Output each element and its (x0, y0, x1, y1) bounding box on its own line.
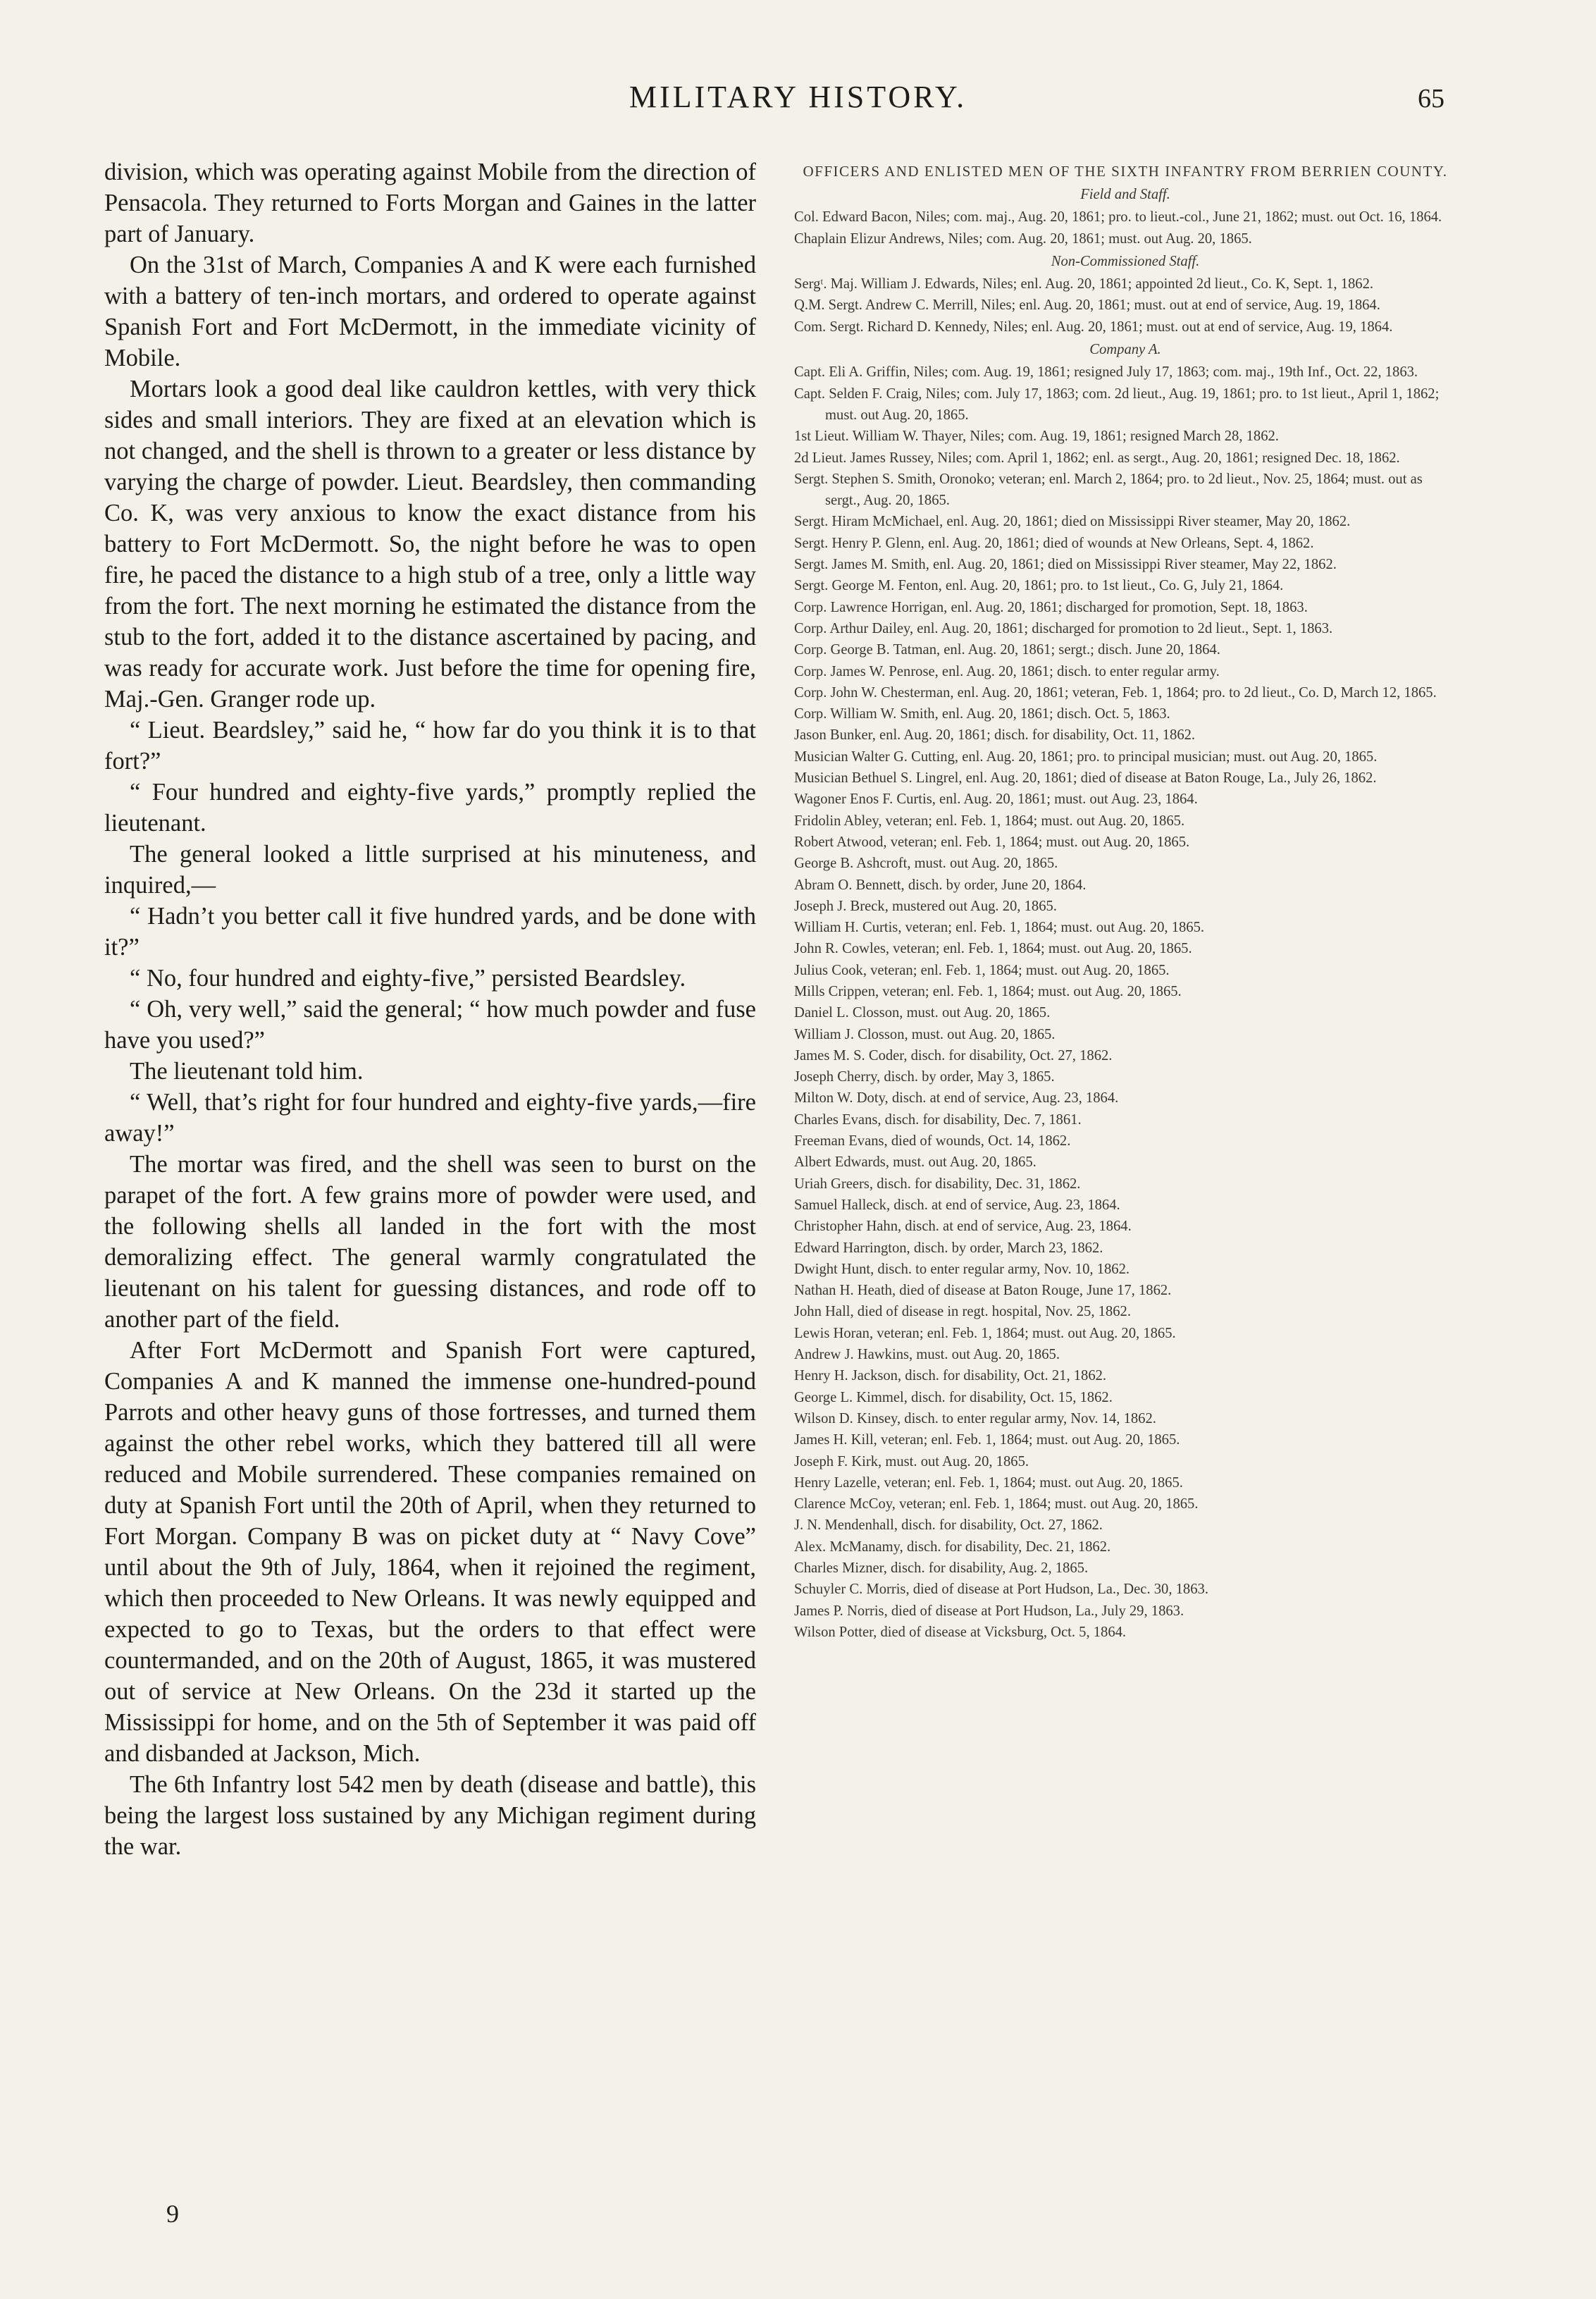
roster-entry: Corp. Arthur Dailey, enl. Aug. 20, 1861; discharged for promotion to 2d lieut., Sept. 1, 1863. (794, 620, 1333, 636)
paragraph: division, which was operating against Mobile from the direction of Pensacola. They returned to Forts Morgan and Gaines in the latter part of January. (104, 159, 756, 247)
roster-entry: William J. Closson, must. out Aug. 20, 1865. (794, 1026, 1056, 1042)
roster-entry: Alex. McManamy, disch. for disability, Dec. 21, 1862. (794, 1539, 1111, 1555)
paragraph: The 6th Infantry lost 542 men by death (disease and battle), this being the largest loss sustained by any Michigan regiment during the war. (104, 1771, 756, 1860)
paragraph: “ Well, that’s right for four hundred and eighty-five yards,—fire away!” (104, 1089, 756, 1147)
roster-entry: Musician Walter G. Cutting, enl. Aug. 20, 1861; pro. to principal musician; must. out Aug. 20, 1865. (794, 748, 1378, 765)
paragraph: “ Lieut. Beardsley,” said he, “ how far do you think it is to that fort?” (104, 717, 756, 775)
roster-entry: Corp. George B. Tatman, enl. Aug. 20, 1861; sergt.; disch. June 20, 1864. (794, 642, 1220, 658)
roster-entry: John Hall, died of disease in regt. hospital, Nov. 25, 1862. (794, 1304, 1131, 1320)
roster-entry: James H. Kill, veteran; enl. Feb. 1, 1864; must. out Aug. 20, 1865. (794, 1432, 1180, 1448)
paragraph: On the 31st of March, Companies A and K were each furnished with a battery of ten-inch mortars, and ordered to operate against Spanish Fort and Fort McDermott, in the immediate vicinity of Mobile. (104, 252, 756, 371)
roster-entry: J. N. Mendenhall, disch. for disability, Oct. 27, 1862. (794, 1517, 1103, 1534)
roster-entry: 1st Lieut. William W. Thayer, Niles; com. Aug. 19, 1861; resigned March 28, 1862. (794, 429, 1279, 445)
roster-column (794, 162, 1456, 1643)
roster-entry: 2d Lieut. James Russey, Niles; com. April 1, 1862; enl. as sergt., Aug. 20, 1861; resigned Dec. 18, 1862. (794, 450, 1400, 466)
roster-entry: Freeman Evans, died of wounds, Oct. 14, 1862. (794, 1133, 1071, 1150)
section-heading: Company A. (1089, 342, 1161, 358)
roster-entry: Henry Lazelle, veteran; enl. Feb. 1, 1864; must. out Aug. 20, 1865. (794, 1474, 1183, 1491)
roster-entry: Capt. Eli A. Griffin, Niles; com. Aug. 19, 1861; resigned July 17, 1863; com. maj., 19th Inf., Oct. 22, 1863. (794, 364, 1418, 381)
roster-entry: Charles Mizner, disch. for disability, Aug. 2, 1865. (794, 1560, 1089, 1576)
running-title: MILITARY HISTORY. (629, 80, 967, 114)
roster-entry: Col. Edward Bacon, Niles; com. maj., Aug. 20, 1861; pro. to lieut.-col., June 21, 1862; must. out Oct. 16, 1864. (794, 209, 1442, 226)
roster-entry: George B. Ashcroft, must. out Aug. 20, 1865. (794, 856, 1058, 872)
roster-entry: Charles Evans, disch. for disability, Dec. 7, 1861. (794, 1111, 1082, 1128)
paragraph: After Fort McDermott and Spanish Fort were captured, Companies A and K manned the immense one-hundred-pound Parrots and other heavy guns of those fortresses, and turned them against the other rebel works, which they battered till all were reduced and Mobile surrendered. These companies remained on duty at Spanish Fort until the 20th of April, when they returned to Fort Morgan. Company B was on picket duty at “ Navy Cove” until about the 9th of July, 1864, when it rejoined the regiment, which then proceeded to New Orleans. It was newly equipped and expected to go to Texas, but the orders to that effect were countermanded, and on the 20th of August, 1865, it was mustered out of service at New Orleans. On the 23d it started up the Mississippi for home, and on the 5th of September it was paid off and disbanded at Jackson, Mich. (104, 1337, 756, 1767)
paragraph: “ Hadn’t you better call it five hundred yards, and be done with it?” (104, 903, 756, 961)
paragraph: “ Four hundred and eighty-five yards,” promptly replied the lieutenant. (104, 779, 756, 837)
roster-entry: Q.M. Sergt. Andrew C. Merrill, Niles; enl. Aug. 20, 1861; must. out at end of service, Aug. 19, 1864. (794, 297, 1380, 314)
page-number: 65 (1418, 84, 1445, 113)
roster-entry: Henry H. Jackson, disch. for disability, Oct. 21, 1862. (794, 1368, 1107, 1384)
roster-entry: Joseph J. Breck, mustered out Aug. 20, 1865. (794, 898, 1057, 914)
roster-entry: Lewis Horan, veteran; enl. Feb. 1, 1864; must. out Aug. 20, 1865. (794, 1325, 1176, 1341)
roster-entry: Milton W. Doty, disch. at end of service, Aug. 23, 1864. (794, 1090, 1119, 1107)
roster-entry: Daniel L. Closson, must. out Aug. 20, 1865. (794, 1005, 1051, 1021)
roster-entry: Joseph Cherry, disch. by order, May 3, 1865. (794, 1069, 1055, 1085)
roster-entry: Capt. Selden F. Craig, Niles; com. July 17, 1863; com. 2d lieut., Aug. 19, 1861; pro. to 1st lieut., April 1, 1862; must. out Aug. 20, 1865. (794, 386, 1440, 423)
roster-entry: Edward Harrington, disch. by order, March 23, 1862. (794, 1240, 1103, 1256)
paragraph: Mortars look a good deal like cauldron kettles, with very thick sides and small interiors. They are fixed at an elevation which is not changed, and the shell is thrown to a greater or less distance by varying the charge of powder. Lieut. Beardsley, then commanding Co. K, was very anxious to know the exact distance from his battery to Fort McDermott. So, the night before he was to open fire, he paced the distance to a high stub of a tree, only a little way from the fort. The next morning he estimated the distance from the stub to the fort, added it to the distance ascertained by pacing, and was ready for accurate work. Just before the time for opening fire, Maj.-Gen. Granger rode up. (104, 376, 756, 713)
roster-entry: Wagoner Enos F. Curtis, enl. Aug. 20, 1861; must. out Aug. 23, 1864. (794, 791, 1198, 808)
roster-entry: Wilson Potter, died of disease at Vicksburg, Oct. 5, 1864. (794, 1624, 1127, 1640)
roster-entry: Corp. William W. Smith, enl. Aug. 20, 1861; disch. Oct. 5, 1863. (794, 706, 1170, 722)
roster-entry: Samuel Halleck, disch. at end of service, Aug. 23, 1864. (794, 1197, 1120, 1213)
narrative-column (104, 156, 756, 1862)
roster-entry: Andrew J. Hawkins, must. out Aug. 20, 1865. (794, 1347, 1060, 1363)
roster-entry: Corp. James W. Penrose, enl. Aug. 20, 1861; disch. to enter regular army. (794, 663, 1220, 679)
roster-entry: Nathan H. Heath, died of disease at Baton Rouge, June 17, 1862. (794, 1283, 1172, 1299)
roster-entry: Sergt. Stephen S. Smith, Oronoko; veteran; enl. March 2, 1864; pro. to 2d lieut., Nov. 25, 1864; must. out as sergt., Aug. 20, 1865. (794, 471, 1423, 509)
roster-entry: John R. Cowles, veteran; enl. Feb. 1, 1864; must. out Aug. 20, 1865. (794, 941, 1192, 957)
paragraph: The general looked a little surprised at his minuteness, and inquired,— (104, 841, 756, 899)
signature-mark: 9 (166, 2200, 179, 2228)
roster-entry: Clarence McCoy, veteran; enl. Feb. 1, 1864; must. out Aug. 20, 1865. (794, 1496, 1199, 1512)
roster-entry: Julius Cook, veteran; enl. Feb. 1, 1864; must. out Aug. 20, 1865. (794, 962, 1170, 978)
roster-entry: Christopher Hahn, disch. at end of service, Aug. 23, 1864. (794, 1219, 1132, 1235)
roster-entry: Sergt. Henry P. Glenn, enl. Aug. 20, 1861; died of wounds at New Orleans, Sept. 4, 1862. (794, 535, 1314, 551)
paragraph: The mortar was fired, and the shell was seen to burst on the parapet of the fort. A few grains more of powder were used, and the following shells all landed in the fort with the most demoralizing effect. The general warmly congratulated the lieutenant on his talent for guessing distances, and rode off to another part of the field. (104, 1151, 756, 1333)
roster-entry: Chaplain Elizur Andrews, Niles; com. Aug. 20, 1861; must. out Aug. 20, 1865. (794, 230, 1252, 247)
roster-entry: Corp. John W. Chesterman, enl. Aug. 20, 1861; veteran, Feb. 1, 1864; pro. to 2d lieut., Co. D, March 12, 1865. (794, 684, 1437, 701)
roster-entry: Sergt. Hiram McMichael, enl. Aug. 20, 1861; died on Mississippi River steamer, May 20, 1862. (794, 514, 1351, 530)
roster-entry: William H. Curtis, veteran; enl. Feb. 1, 1864; must. out Aug. 20, 1865. (794, 920, 1205, 936)
paragraph: “ Oh, very well,” said the general; “ how much powder and fuse have you used?” (104, 996, 756, 1054)
roster-entry: Corp. Lawrence Horrigan, enl. Aug. 20, 1861; discharged for promotion, Sept. 18, 1863. (794, 599, 1308, 615)
roster-entry: Robert Atwood, veteran; enl. Feb. 1, 1864; must. out Aug. 20, 1865. (794, 834, 1190, 850)
roster-entry: Com. Sergt. Richard D. Kennedy, Niles; enl. Aug. 20, 1861; must. out at end of service, Aug. 19, 1864. (794, 319, 1393, 335)
roster-entry: Sergt. George M. Fenton, enl. Aug. 20, 1861; pro. to 1st lieut., Co. G, July 21, 1864. (794, 578, 1284, 594)
section-heading: Non-Commissioned Staff. (1051, 253, 1200, 269)
roster-entry: Jason Bunker, enl. Aug. 20, 1861; disch. for disability, Oct. 11, 1862. (794, 727, 1196, 744)
roster-entry: Albert Edwards, must. out Aug. 20, 1865. (794, 1154, 1037, 1171)
roster-entry: James P. Norris, died of disease at Port Hudson, La., July 29, 1863. (794, 1603, 1184, 1619)
roster-entry: Joseph F. Kirk, must. out Aug. 20, 1865. (794, 1453, 1029, 1469)
roster-entry: Sergt. James M. Smith, enl. Aug. 20, 1861; died on Mississippi River steamer, May 22, 1862. (794, 557, 1337, 573)
paragraph: The lieutenant told him. (130, 1058, 364, 1085)
roster-entry: James M. S. Coder, disch. for disability, Oct. 27, 1862. (794, 1047, 1113, 1064)
roster-entry: Fridolin Abley, veteran; enl. Feb. 1, 1864; must. out Aug. 20, 1865. (794, 813, 1185, 829)
roster-entry: Wilson D. Kinsey, disch. to enter regular army, Nov. 14, 1862. (794, 1410, 1156, 1426)
roster-entry: Sergᵗ. Maj. William J. Edwards, Niles; enl. Aug. 20, 1861; appointed 2d lieut., Co. K, Sept. 1, 1862. (794, 276, 1374, 292)
roster-entry: Schuyler C. Morris, died of disease at Port Hudson, La., Dec. 30, 1863. (794, 1582, 1208, 1598)
roster-entry: Uriah Greers, disch. for disability, Dec. 31, 1862. (794, 1176, 1081, 1192)
roster-entry: Dwight Hunt, disch. to enter regular army, Nov. 10, 1862. (794, 1261, 1130, 1277)
roster-entry: Musician Bethuel S. Lingrel, enl. Aug. 20, 1861; died of disease at Baton Rouge, La., July 26, 1862. (794, 770, 1377, 787)
paragraph: “ No, four hundred and eighty-five,” persisted Beardsley. (130, 965, 686, 992)
roster-entry: Abram O. Bennett, disch. by order, June 20, 1864. (794, 877, 1087, 893)
roster-entry: George L. Kimmel, disch. for disability, Oct. 15, 1862. (794, 1389, 1113, 1405)
section-heading: Field and Staff. (1080, 187, 1170, 202)
roster-heading: OFFICERS AND ENLISTED MEN OF THE SIXTH INFANTRY FROM BERRIEN COUNTY. (803, 163, 1448, 180)
roster-entry: Mills Crippen, veteran; enl. Feb. 1, 1864; must. out Aug. 20, 1865. (794, 983, 1182, 999)
